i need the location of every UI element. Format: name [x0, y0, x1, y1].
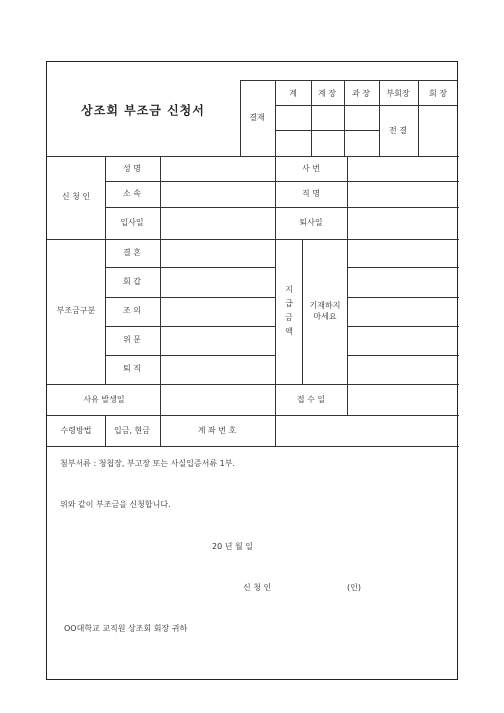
col-line-note	[347, 239, 348, 384]
category-section-label: 부조금구분	[56, 306, 96, 315]
applicant-section-label: 신 청 인	[61, 192, 91, 201]
leave-date-label: 퇴사일	[299, 218, 323, 227]
col-line-label	[105, 156, 106, 384]
row-line-6b	[347, 326, 459, 327]
application-form	[46, 61, 458, 680]
approval-col-3: 부회장	[386, 89, 410, 98]
marriage-field[interactable]	[161, 240, 275, 267]
receipt-date-label: 접 수 일	[296, 395, 326, 404]
name-field[interactable]	[161, 157, 275, 181]
employee-no-label: 사 번	[302, 164, 320, 173]
row-line-4b	[347, 267, 459, 268]
row-line-10	[47, 446, 459, 447]
amount-label: 지급금액	[285, 285, 293, 336]
approval-sign-box-1[interactable]	[312, 106, 344, 130]
category-item-marriage: 결 혼	[123, 248, 141, 257]
approval-col-4: 회 장	[429, 89, 447, 98]
category-item-retirement: 퇴 직	[123, 364, 141, 373]
application-statement: 위와 같이 부조금을 신청합니다.	[60, 500, 171, 509]
approval-final-label: 전 결	[389, 126, 407, 135]
leave-date-field[interactable]	[348, 208, 459, 239]
approval-sign-box-4[interactable]	[419, 106, 458, 156]
seal-mark: (인)	[347, 583, 361, 592]
form-title: 상조회 부조금 신청서	[81, 103, 205, 118]
col-line-mid	[275, 156, 276, 415]
col-line-options	[160, 415, 161, 446]
method-label: 수령방법	[60, 426, 92, 435]
sixtieth-field[interactable]	[161, 268, 275, 297]
approval-col-2: 과 장	[352, 89, 370, 98]
retirement-field[interactable]	[161, 356, 275, 384]
attachments-note: 첨부서류 : 청첩장, 부고장 또는 사실입증서류 1부.	[60, 459, 235, 468]
reason-date-field[interactable]	[161, 385, 275, 415]
employee-no-field[interactable]	[348, 157, 459, 181]
reason-date-label: 사유 발생일	[83, 395, 125, 404]
category-item-visit: 위 문	[123, 335, 141, 344]
approval-label: 결재	[249, 113, 265, 122]
approval-top-border	[240, 80, 458, 81]
do-not-fill-note: 기재하지 마세요	[309, 301, 341, 321]
visit-field[interactable]	[161, 327, 275, 355]
condolence-field[interactable]	[161, 298, 275, 326]
join-date-field[interactable]	[161, 208, 275, 239]
signature-label: 신 청 인	[243, 583, 272, 592]
col-line-receipt	[347, 384, 348, 415]
category-item-sixtieth: 회 갑	[123, 277, 141, 286]
account-field[interactable]	[276, 416, 459, 446]
position-label: 직 명	[302, 189, 320, 198]
recipient-line: OO대학교 교직원 상조회 회장 귀하	[64, 624, 188, 633]
approval-sign-box-2[interactable]	[345, 106, 379, 130]
name-label: 성 명	[123, 164, 141, 173]
approval-col-divider-3	[379, 80, 380, 156]
approval-mid-divider	[275, 130, 379, 131]
method-options: 입금, 현금	[114, 426, 150, 435]
approval-left-border	[240, 80, 241, 156]
row-line-7b	[347, 355, 459, 356]
col-line-amount	[302, 239, 303, 384]
position-field[interactable]	[348, 182, 459, 207]
category-item-condolence: 조 의	[123, 306, 141, 315]
account-label: 계 좌 번 호	[197, 426, 237, 435]
row-line-5b	[347, 297, 459, 298]
dept-field[interactable]	[161, 182, 275, 207]
dept-label: 소 속	[123, 189, 141, 198]
approval-col-1: 계 장	[318, 89, 336, 98]
approval-col-0: 계	[289, 89, 297, 98]
approval-sign-box-0[interactable]	[276, 106, 311, 130]
date-line: 20 년 월 일	[212, 542, 253, 551]
col-line-method	[105, 415, 106, 446]
join-date-label: 입사일	[120, 218, 144, 227]
